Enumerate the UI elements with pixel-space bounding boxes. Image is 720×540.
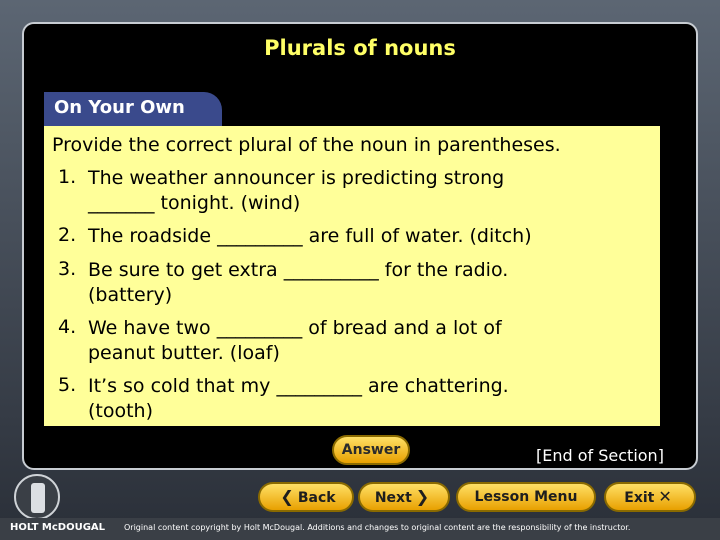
- back-label: Back: [297, 490, 336, 506]
- item-number: 3.: [58, 258, 77, 280]
- item-line-2: _______ tonight. (wind): [88, 192, 301, 214]
- footer-bar: [0, 518, 720, 540]
- exit-label: Exit: [624, 490, 655, 506]
- remote-control-icon[interactable]: [14, 474, 60, 520]
- close-icon: ✕: [658, 487, 672, 506]
- item-line-1: It’s so cold that my _________ are chattering.: [88, 375, 509, 397]
- answer-button[interactable]: Answer: [332, 435, 410, 465]
- next-label: Next: [374, 490, 412, 506]
- item-line-1: The roadside _________ are full of water. (ditch): [88, 225, 532, 247]
- back-button[interactable]: [258, 482, 354, 512]
- exercise-content: [44, 126, 660, 426]
- item-line-1: The weather announcer is predicting strong: [88, 167, 505, 189]
- item-number: 2.: [58, 224, 77, 246]
- item-number: 4.: [58, 316, 77, 338]
- lesson-menu-label: Lesson Menu: [474, 489, 578, 505]
- on-your-own-tab: [44, 92, 222, 126]
- remote-body: [31, 483, 45, 513]
- copyright-text: Original content copyright by Holt McDougal. Additions and changes to original content are the responsibility of the instructor.: [124, 523, 631, 532]
- item-number: 1.: [58, 166, 77, 188]
- item-line-1: Be sure to get extra __________ for the radio.: [88, 259, 509, 281]
- lesson-menu-button[interactable]: [456, 482, 596, 512]
- item-line-2: (battery): [88, 284, 173, 306]
- item-number: 5.: [58, 374, 77, 396]
- chevron-right-icon: ❯: [415, 487, 430, 506]
- chevron-left-icon: ❮: [280, 487, 294, 506]
- tab-label: On Your Own: [54, 97, 185, 118]
- page-title: Plurals of nouns: [264, 36, 456, 60]
- item-line-2: peanut butter. (loaf): [88, 342, 280, 364]
- item-line-1: We have two _________ of bread and a lot of: [88, 317, 502, 339]
- item-line-2: (tooth): [88, 400, 154, 422]
- holt-mcdougal-logo: HOLT McDOUGAL: [10, 522, 106, 533]
- end-of-section: [End of Section]: [536, 446, 664, 465]
- instructions: Provide the correct plural of the noun in parentheses.: [52, 134, 561, 156]
- exit-button[interactable]: [604, 482, 696, 512]
- next-button[interactable]: [358, 482, 450, 512]
